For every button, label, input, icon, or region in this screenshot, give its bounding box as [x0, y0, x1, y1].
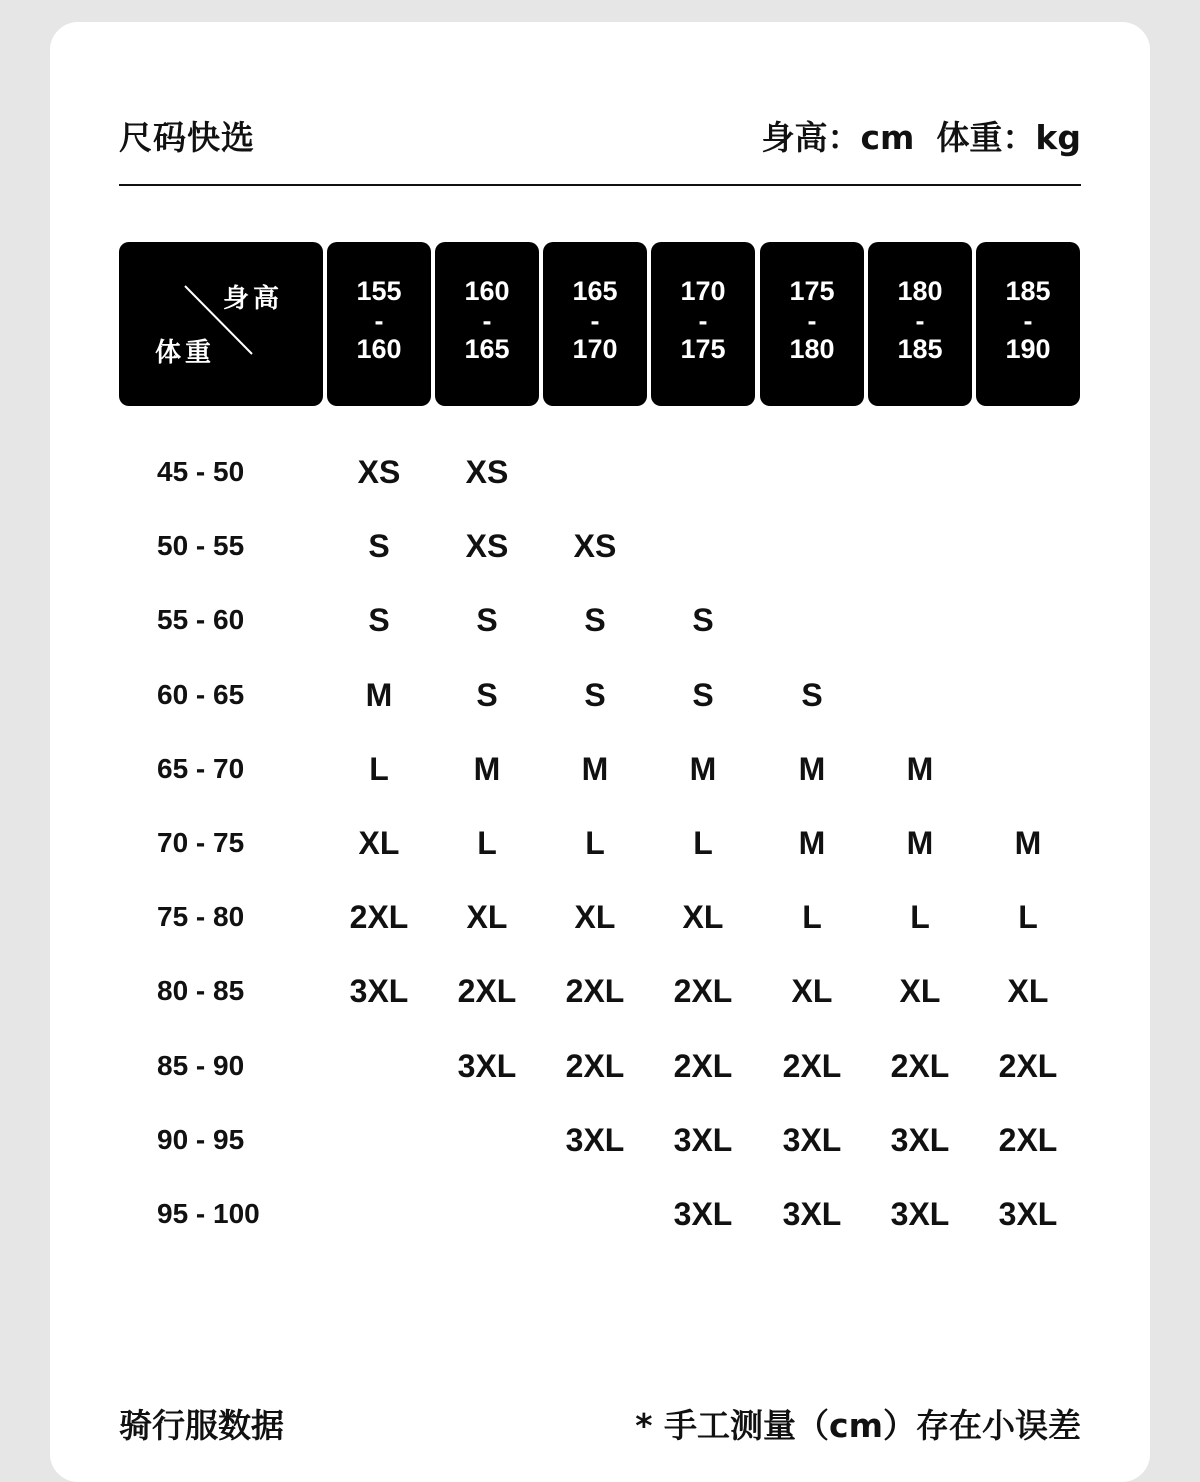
height-dash: -	[1023, 306, 1033, 336]
size-cell: 3XL	[782, 1196, 842, 1232]
height-dash: -	[807, 306, 817, 336]
height-top: 170	[680, 276, 726, 306]
size-cell: 3XL	[673, 1121, 733, 1158]
size-cell: XL	[682, 899, 724, 936]
size-cell: 2XL	[673, 973, 733, 1010]
size-cell: XL	[899, 973, 941, 1010]
size-cell: M	[798, 825, 826, 861]
units-legend	[739, 112, 1081, 159]
corner-cell	[119, 242, 323, 406]
size-cell: XS	[573, 528, 617, 565]
height-bottom: 160	[356, 334, 402, 364]
page-title: 尺码快选	[119, 118, 255, 157]
size-cell: 2XL	[890, 1047, 950, 1084]
height-header-row	[119, 242, 1081, 406]
size-cell: S	[476, 602, 498, 639]
size-card	[50, 22, 1150, 1482]
size-cell: 2XL	[998, 1047, 1058, 1084]
weight-label: 80 - 85	[157, 975, 245, 1007]
size-cell: 2XL	[565, 1047, 625, 1084]
size-cell: M	[689, 750, 717, 787]
height-top: 165	[572, 276, 618, 306]
height-bottom: 165	[464, 334, 510, 364]
size-cell: 3XL	[998, 1196, 1058, 1232]
size-cell: M	[365, 676, 393, 713]
size-cell: S	[368, 528, 390, 565]
weight-label: 70 - 75	[157, 827, 245, 858]
size-cell: XL	[466, 899, 508, 936]
size-cell: 2XL	[998, 1121, 1058, 1158]
height-top: 180	[897, 276, 943, 306]
size-cell: M	[473, 750, 501, 787]
diagonal-line	[119, 242, 323, 406]
height-unit: 身高：cm	[761, 118, 915, 157]
weight-label: 65 - 70	[157, 752, 245, 784]
size-cell: M	[906, 825, 934, 861]
weight-label: 45 - 50	[157, 456, 245, 487]
size-cell: M	[906, 750, 934, 787]
size-cell: XL	[358, 825, 400, 861]
size-cell: M	[798, 750, 826, 787]
size-cell: 3XL	[673, 1196, 733, 1232]
title-row	[119, 112, 1081, 162]
weight-unit: 体重：kg	[936, 118, 1081, 157]
size-cell: L	[910, 899, 930, 936]
height-top: 160	[464, 276, 510, 306]
height-top: 175	[789, 276, 835, 306]
weight-label: 75 - 80	[157, 901, 245, 933]
size-cell: XS	[465, 528, 509, 565]
height-header-cell	[327, 242, 431, 406]
size-cell: L	[477, 825, 497, 861]
height-bottom: 175	[680, 334, 726, 364]
size-cell: M	[1014, 825, 1042, 861]
height-dash: -	[374, 306, 384, 336]
size-cell: S	[692, 602, 714, 639]
height-dash: -	[915, 306, 925, 336]
height-header-cell	[868, 242, 972, 406]
size-cell: XL	[791, 973, 833, 1010]
size-cell: S	[584, 602, 606, 639]
height-header-cell	[976, 242, 1080, 406]
corner-weight-label: 体重	[155, 338, 216, 368]
height-dash: -	[482, 306, 492, 336]
weight-label: 60 - 65	[157, 678, 245, 710]
height-bottom: 190	[1005, 334, 1051, 364]
weight-label: 50 - 55	[157, 530, 245, 562]
corner-height-label: 身高	[223, 284, 284, 314]
size-cell: 3XL	[890, 1121, 950, 1158]
size-cell: L	[369, 750, 389, 787]
size-cell: 2XL	[565, 973, 625, 1010]
weight-label: 55 - 60	[157, 604, 245, 636]
height-header-cell	[760, 242, 864, 406]
size-cell: 2XL	[673, 1047, 733, 1084]
size-cell: 3XL	[782, 1121, 842, 1158]
divider	[119, 184, 1081, 186]
height-bottom: 185	[897, 334, 943, 364]
weight-label: 85 - 90	[157, 1049, 245, 1081]
size-cell: 3XL	[457, 1047, 517, 1084]
weight-label: 95 - 100	[157, 1198, 260, 1229]
size-cell: XL	[1007, 973, 1049, 1010]
size-cell: XS	[357, 454, 401, 490]
size-cell: XS	[465, 454, 509, 490]
height-header-cell	[651, 242, 755, 406]
size-cell: L	[585, 825, 605, 861]
height-dash: -	[698, 306, 708, 336]
height-bottom: 170	[572, 334, 618, 364]
height-header-cell	[543, 242, 647, 406]
footer-note: * 手工测量（cm）存在小误差	[635, 1406, 1081, 1445]
height-header-cell	[435, 242, 539, 406]
size-cell: 3XL	[565, 1121, 625, 1158]
size-cell: L	[802, 899, 822, 936]
size-cell: XL	[574, 899, 616, 936]
size-cell: 2XL	[782, 1047, 842, 1084]
height-bottom: 180	[789, 334, 835, 364]
size-cell: S	[801, 676, 823, 713]
height-dash: -	[590, 306, 600, 336]
height-top: 155	[356, 276, 402, 306]
size-cell: S	[692, 676, 714, 713]
size-cell: 2XL	[349, 899, 409, 936]
size-cell: L	[1018, 899, 1038, 936]
size-cell: S	[584, 676, 606, 713]
size-cell: S	[368, 602, 390, 639]
size-cell: M	[581, 750, 609, 787]
size-cell: 2XL	[457, 973, 517, 1010]
footer-title: 骑行服数据	[119, 1406, 284, 1445]
height-top: 185	[1005, 276, 1051, 306]
size-cell: S	[476, 676, 498, 713]
size-cell: L	[693, 825, 713, 861]
size-cell: 3XL	[890, 1196, 950, 1232]
weight-label: 90 - 95	[157, 1123, 245, 1155]
size-cell: 3XL	[349, 973, 409, 1010]
